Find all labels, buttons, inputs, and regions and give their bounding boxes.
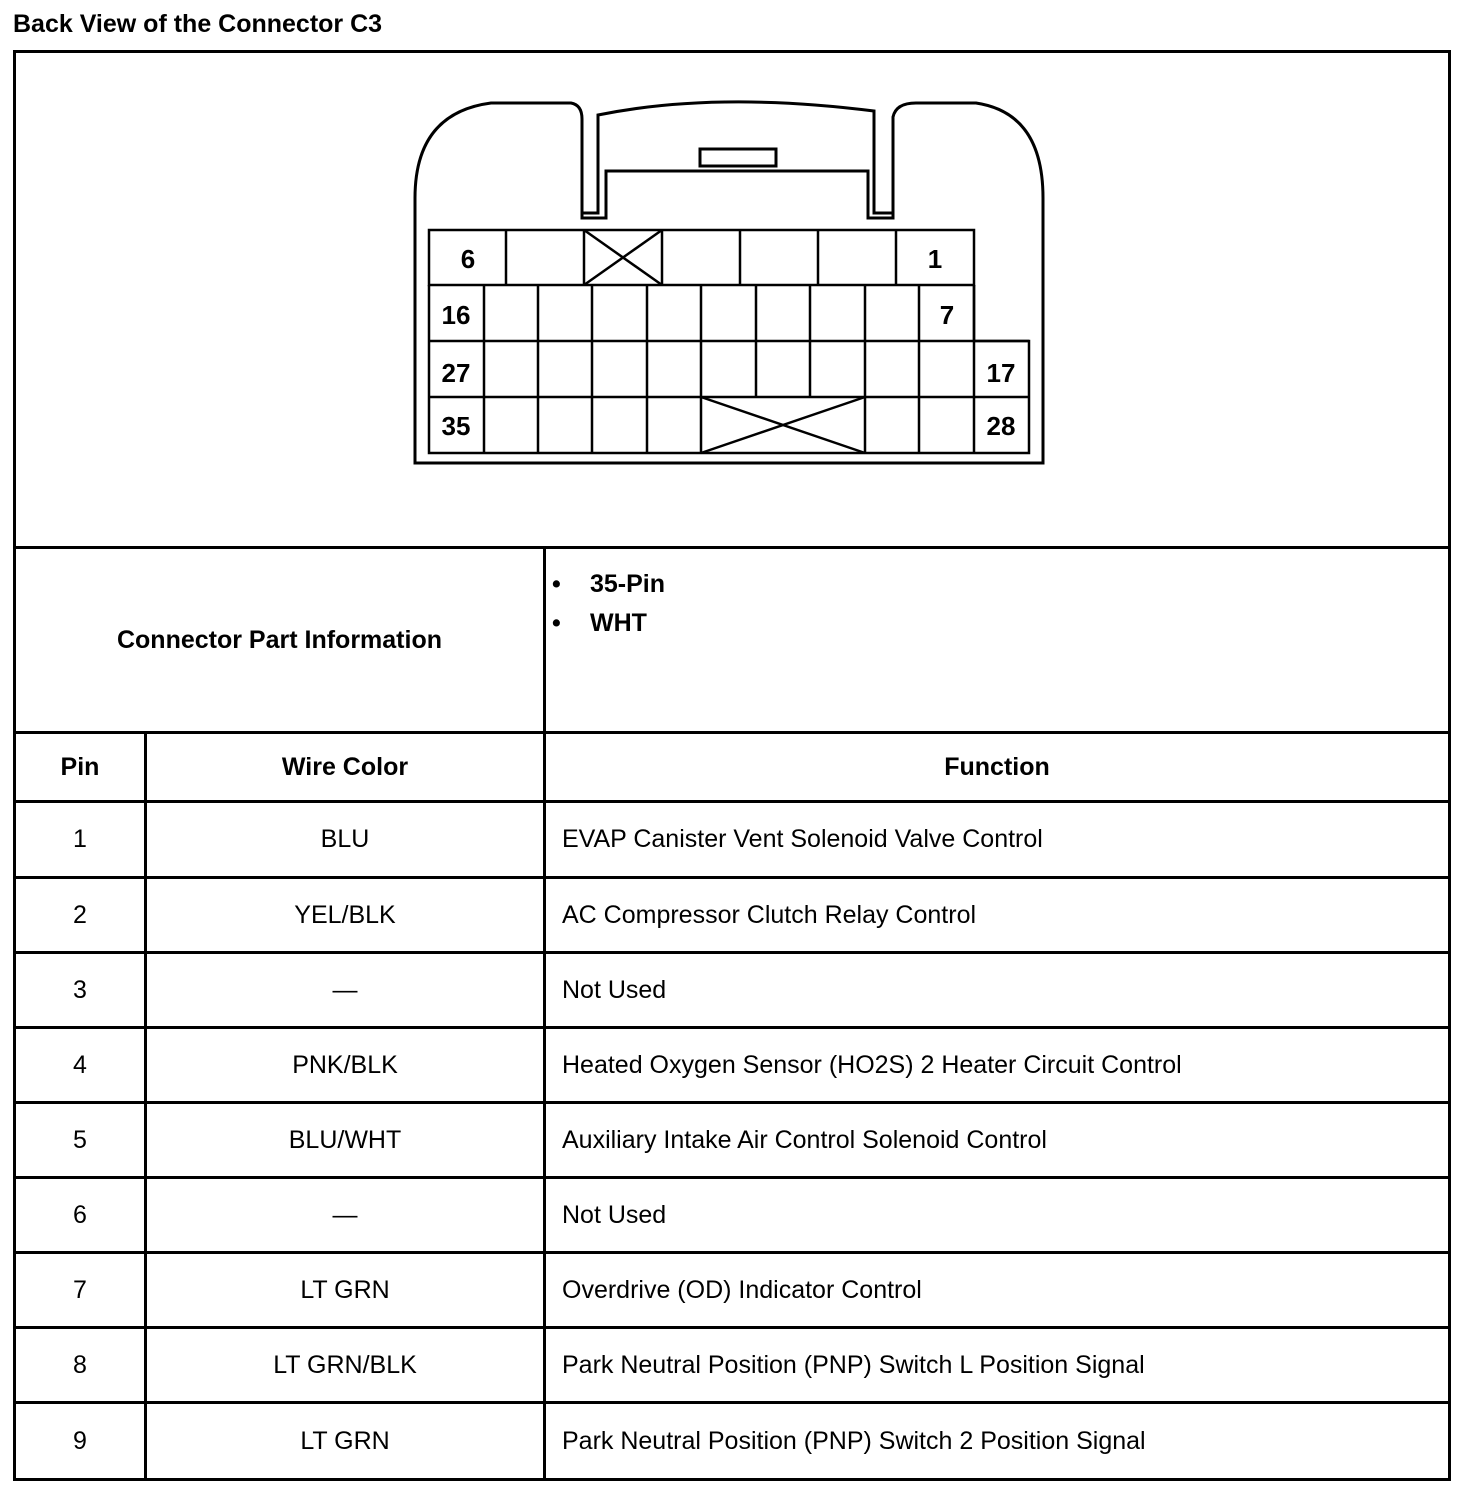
header-function: Function <box>944 752 1050 781</box>
row-function: Not Used <box>562 1200 667 1229</box>
row-function: Not Used <box>562 975 667 1004</box>
row-wire-color: BLU <box>320 825 370 853</box>
pin-label: 28 <box>986 411 1016 441</box>
row-pin: 5 <box>73 1125 87 1154</box>
row-pin: 1 <box>73 825 87 853</box>
row-pin: 3 <box>73 975 87 1004</box>
row-function: Overdrive (OD) Indicator Control <box>562 1275 922 1304</box>
part-info-list <box>550 565 665 643</box>
row-pin: 9 <box>73 1426 87 1455</box>
row-function: Heated Oxygen Sensor (HO2S) 2 Heater Circuit Control <box>562 1050 1182 1079</box>
header-wire-color: Wire Color <box>281 752 409 781</box>
connector-table <box>13 50 1451 1481</box>
part-info-item: • WHT <box>552 609 647 637</box>
pin-label: 1 <box>927 244 943 274</box>
row-wire-color: BLU/WHT <box>288 1125 402 1154</box>
bullet-icon: • <box>552 570 561 598</box>
row-wire-color: LT GRN <box>300 1275 390 1304</box>
bullet-icon: • <box>552 609 561 637</box>
latch-slot <box>700 149 776 166</box>
row-function: AC Compressor Clutch Relay Control <box>562 900 977 929</box>
row-wire-color: LT GRN <box>300 1426 390 1455</box>
pin-label: 17 <box>986 358 1016 388</box>
connector-latch <box>582 171 893 218</box>
row-function: EVAP Canister Vent Solenoid Valve Control <box>562 825 1043 853</box>
pin-label: 7 <box>939 300 955 330</box>
row-pin: 4 <box>73 1050 87 1079</box>
row-wire-color: YEL/BLK <box>294 900 396 929</box>
part-info-item: • 35-Pin <box>552 570 666 598</box>
row-pin: 2 <box>73 900 87 929</box>
page-title: Back View of the Connector C3 <box>13 10 383 38</box>
pin-label: 16 <box>441 300 471 330</box>
row-function: Auxiliary Intake Air Control Solenoid Control <box>562 1125 1047 1154</box>
row-function: Park Neutral Position (PNP) Switch 2 Position Signal <box>562 1426 1146 1455</box>
connector-diagram <box>16 53 1448 546</box>
pin-label: 6 <box>460 244 476 274</box>
row-wire-color: — <box>332 975 358 1004</box>
pin-label: 35 <box>441 411 471 441</box>
part-info-label: Connector Part Information <box>116 625 442 654</box>
connector-housing-outline <box>415 102 1043 463</box>
row-pin: 8 <box>73 1350 87 1379</box>
row-pin: 7 <box>73 1275 87 1304</box>
row-wire-color: PNK/BLK <box>292 1050 398 1079</box>
row-pin: 6 <box>73 1200 87 1229</box>
pin-label: 27 <box>441 358 471 388</box>
row-wire-color: LT GRN/BLK <box>273 1350 417 1379</box>
header-pin: Pin <box>60 752 100 781</box>
row-wire-color: — <box>332 1200 358 1229</box>
row-function: Park Neutral Position (PNP) Switch L Position Signal <box>562 1350 1145 1379</box>
